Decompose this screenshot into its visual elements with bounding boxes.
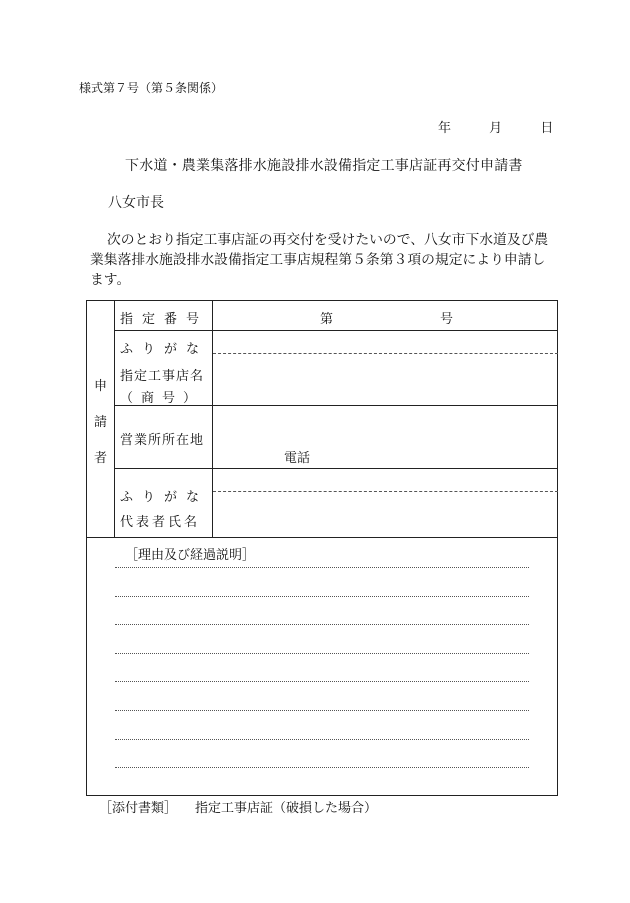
recipient: 八女市長 xyxy=(108,195,164,211)
reason-label: ［理由及び経過説明］ xyxy=(125,548,256,563)
form-number: 様式第７号（第５条関係） xyxy=(79,81,224,95)
day-label: 日 xyxy=(540,121,554,136)
furigana-label: ふりがな xyxy=(120,342,209,357)
year-label: 年 xyxy=(438,121,452,136)
representative-furigana-label: ふりがな xyxy=(120,490,209,505)
attachments-label: ［添付書類］ xyxy=(99,801,178,816)
attachments-value: 指定工事店証（破損した場合） xyxy=(195,801,378,816)
shop-name-sub-label: （商号） xyxy=(120,391,205,406)
representative-furigana-field[interactable] xyxy=(217,471,557,490)
applicant-char-2: 請 xyxy=(94,415,108,430)
application-form xyxy=(86,300,558,796)
furigana-field[interactable] xyxy=(217,332,557,352)
shop-name-field[interactable] xyxy=(217,356,557,403)
designation-number-label: 指定番号 xyxy=(120,312,209,327)
date-line xyxy=(438,117,553,136)
representative-name-label: 代表者氏名 xyxy=(120,515,201,530)
phone-label: 電話 xyxy=(284,451,311,466)
designation-number-field[interactable] xyxy=(333,303,433,327)
applicant-char-3: 者 xyxy=(94,451,108,466)
office-address-label: 営業所所在地 xyxy=(120,433,205,448)
designation-number-suffix: 号 xyxy=(440,312,454,327)
representative-name-field[interactable] xyxy=(217,494,557,535)
request-body-text: 次のとおり指定工事店証の再交付を受けたいので、八女市下水道及び農業集落排水施設排水設備指定工事店規程第５条第３項の規定により申請します。 xyxy=(90,232,549,288)
shop-name-label: 指定工事店名 xyxy=(120,369,205,384)
reason-text-area[interactable] xyxy=(115,563,529,773)
attachments-line xyxy=(99,797,377,816)
document-title: 下水道・農業集落排水施設排水設備指定工事店証再交付申請書 xyxy=(125,158,523,174)
office-address-field[interactable] xyxy=(217,408,557,466)
designation-number-prefix: 第 xyxy=(320,312,334,327)
month-label: 月 xyxy=(489,121,503,136)
applicant-char-1: 申 xyxy=(94,379,108,394)
